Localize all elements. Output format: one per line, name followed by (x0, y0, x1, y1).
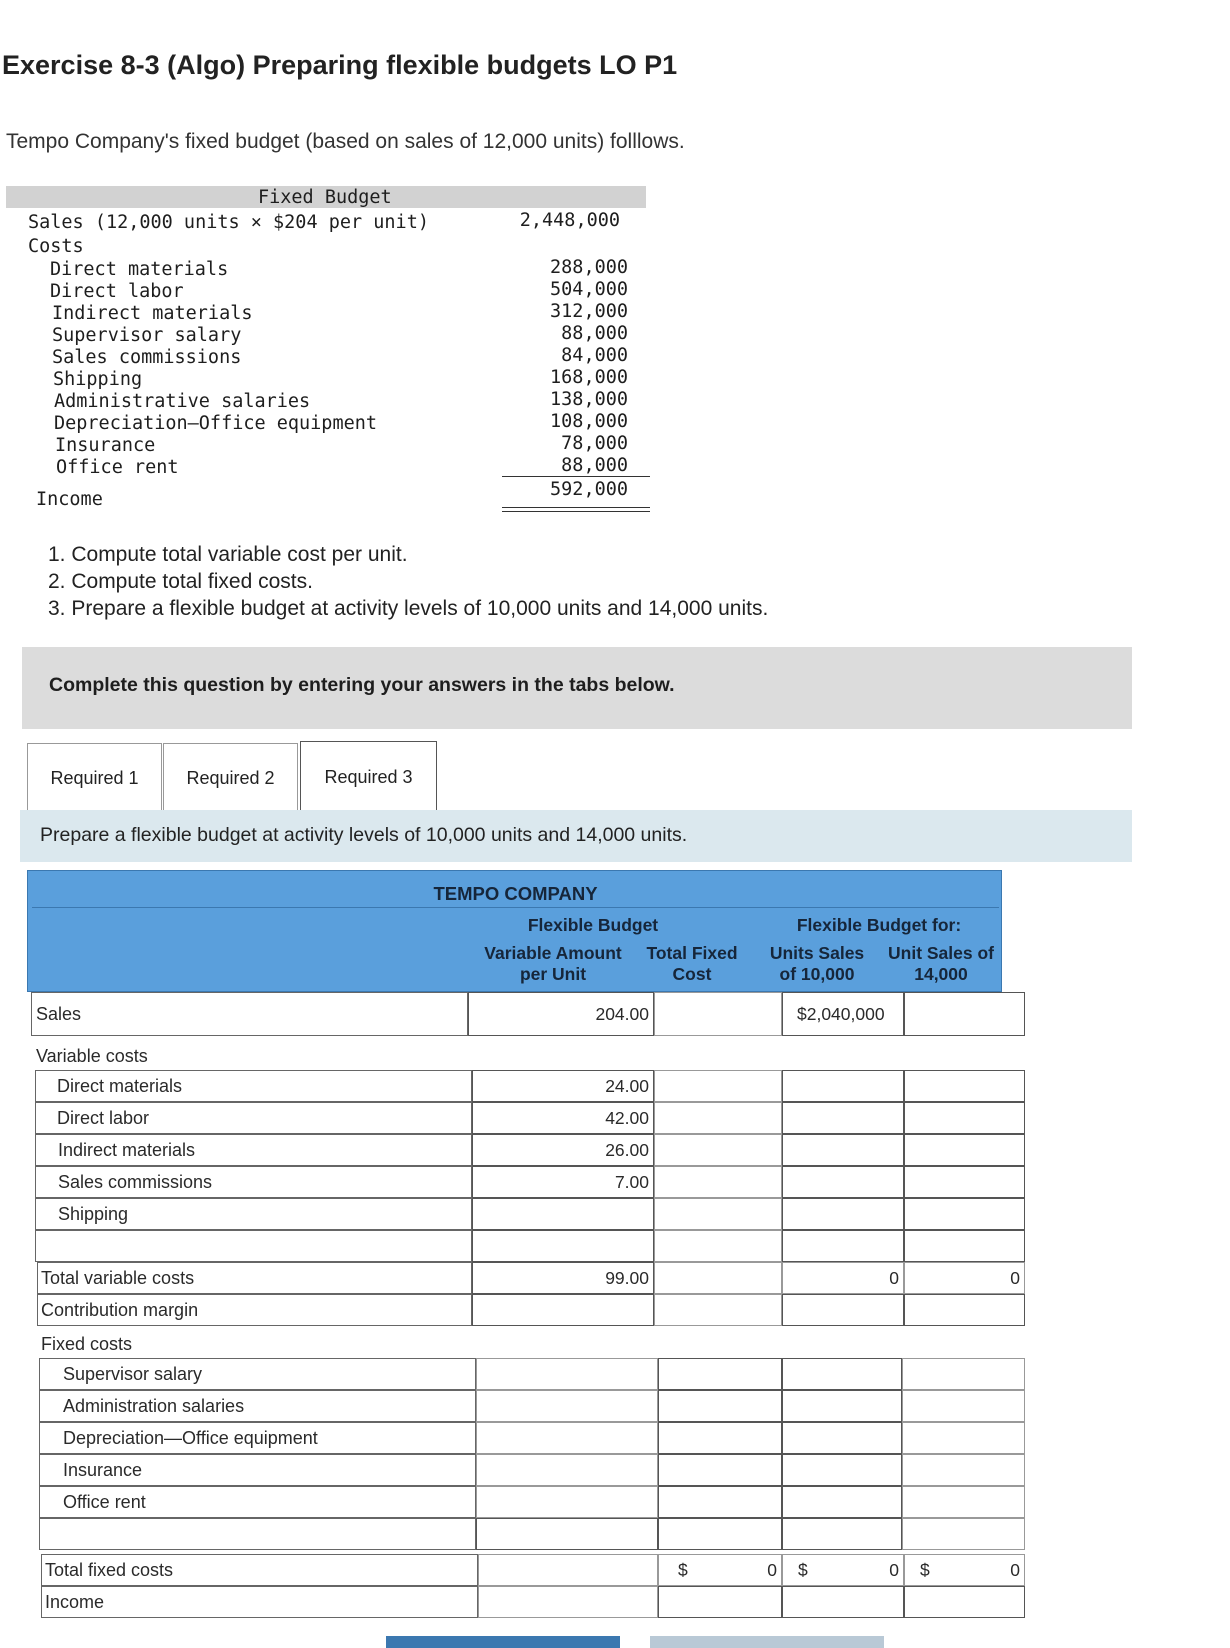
variable-costs-label: Variable costs (36, 1046, 148, 1066)
fb-item-value: 312,000 (550, 301, 628, 322)
variable-per-unit-input[interactable]: 26.00 (472, 1134, 654, 1166)
sales-label: Sales (36, 1004, 82, 1024)
fixed-row-label: Supervisor salary (63, 1364, 203, 1384)
fb-item-value: 78,000 (561, 433, 628, 454)
income-10k[interactable] (782, 1586, 904, 1618)
next-required-button[interactable] (650, 1636, 884, 1648)
variable-fixed-cell (654, 1198, 782, 1230)
fixed-10k-input[interactable] (782, 1454, 902, 1486)
fixed-cost-input[interactable] (658, 1390, 782, 1422)
col-10k-1: Units Sales (769, 943, 865, 963)
requirement-3: 3. Prepare a flexible budget at activity levels of 10,000 units and 14,000 units. (48, 597, 769, 620)
fb-item-label: Insurance (55, 435, 156, 456)
contribution-margin-label: Contribution margin (41, 1300, 199, 1320)
fb-item-label: Direct labor (50, 281, 184, 302)
variable-blank-fixed (654, 1230, 782, 1262)
total-fixed-10k: 0 (782, 1554, 904, 1586)
fixed-10k-input[interactable] (782, 1390, 902, 1422)
total-variable-14k: 0 (904, 1262, 1025, 1294)
total-variable-10k: 0 (782, 1262, 904, 1294)
variable-10k-input[interactable] (782, 1134, 904, 1166)
company-name: TEMPO COMPANY (433, 883, 598, 904)
fb-income-value: 592,000 (550, 479, 628, 500)
fb-item-label: Shipping (53, 369, 143, 390)
total-fixed-10k-currency: $ (798, 1560, 808, 1580)
fb-item-value: 88,000 (561, 323, 628, 344)
fixed-14k-cell (902, 1390, 1025, 1422)
income-label: Income (45, 1592, 105, 1612)
sales-row-box (31, 992, 468, 1036)
variable-fixed-cell (654, 1166, 782, 1198)
flexible-budget-heading: Flexible Budget (527, 915, 659, 935)
fb-item-label: Administrative salaries (54, 391, 311, 412)
fixed-14k-cell (902, 1422, 1025, 1454)
col-14k-1: Unit Sales of (888, 943, 994, 963)
fixed-14k-cell (902, 1454, 1025, 1486)
fixed-budget-heading: Fixed Budget (258, 187, 392, 208)
fixed-blank-14k (902, 1518, 1025, 1550)
income-box (41, 1586, 478, 1618)
fixed-14k-cell (902, 1358, 1025, 1390)
variable-14k-input[interactable] (904, 1102, 1025, 1134)
variable-per-unit-input[interactable] (472, 1198, 654, 1230)
variable-per-unit-input[interactable]: 7.00 (472, 1166, 654, 1198)
contribution-14k[interactable] (904, 1294, 1025, 1326)
total-variable-label: Total variable costs (41, 1268, 195, 1288)
fixed-cost-input[interactable] (658, 1486, 782, 1518)
fixed-10k-input[interactable] (782, 1486, 902, 1518)
variable-row-label: Indirect materials (58, 1140, 196, 1160)
table-header (27, 870, 1002, 992)
fixed-cost-input[interactable] (658, 1358, 782, 1390)
fixed-row-label: Office rent (63, 1492, 146, 1512)
fb-double-line-1 (502, 507, 650, 508)
requirements-list (48, 541, 768, 622)
tab-required-1[interactable]: Required 1 (27, 743, 162, 812)
fb-income-label: Income (36, 489, 103, 510)
variable-10k-input[interactable] (782, 1198, 904, 1230)
fb-item-value: 84,000 (561, 345, 628, 366)
fb-item-label: Direct materials (50, 259, 229, 280)
fb-item-value: 108,000 (550, 411, 628, 432)
header-divider (32, 907, 999, 908)
variable-row-label: Sales commissions (58, 1172, 213, 1192)
fixed-10k-input[interactable] (782, 1358, 902, 1390)
variable-14k-input[interactable] (904, 1166, 1025, 1198)
fb-item-value: 168,000 (550, 367, 628, 388)
tab-required-2[interactable]: Required 2 (163, 743, 298, 812)
fixed-10k-input[interactable] (782, 1422, 902, 1454)
income-14k[interactable] (904, 1586, 1025, 1618)
fixed-row-label: Administration salaries (63, 1396, 245, 1416)
fb-item-label: Indirect materials (52, 303, 253, 324)
total-fixed-per-unit (478, 1554, 658, 1586)
variable-blank-per-unit[interactable] (472, 1230, 654, 1262)
fixed-blank-cost[interactable] (658, 1518, 782, 1550)
fb-item-value: 88,000 (561, 455, 628, 476)
total-variable-per-unit: 99.00 (472, 1262, 654, 1294)
variable-14k-input[interactable] (904, 1198, 1025, 1230)
variable-fixed-cell (654, 1102, 782, 1134)
total-fixed-label: Total fixed costs (45, 1560, 174, 1580)
variable-10k-input[interactable] (782, 1070, 904, 1102)
col-variable-2: per Unit (519, 964, 587, 984)
fb-sum-line (502, 476, 650, 477)
fb-item-value: 288,000 (550, 257, 628, 278)
variable-per-unit-input[interactable]: 42.00 (472, 1102, 654, 1134)
flexible-budget-table (27, 870, 1020, 1630)
contribution-per-unit[interactable] (472, 1294, 654, 1326)
col-fixed-1: Total Fixed (646, 943, 738, 963)
col-variable-1: Variable Amount (484, 943, 622, 963)
sales-14k-input[interactable] (904, 992, 1025, 1036)
fb-item-value: 138,000 (550, 389, 628, 410)
fixed-costs-label: Fixed costs (41, 1334, 133, 1354)
variable-14k-input[interactable] (904, 1134, 1025, 1166)
income-per-unit (478, 1586, 658, 1618)
fb-item-label: Sales commissions (52, 347, 242, 368)
instruction-text: Prepare a flexible budget at activity levels of 10,000 units and 14,000 units. (40, 824, 688, 846)
fb-sales-value: 2,448,000 (519, 210, 620, 231)
prev-required-button[interactable] (386, 1636, 620, 1648)
total-fixed-currency: $ (678, 1560, 688, 1580)
col-10k-2: of 10,000 (779, 964, 855, 984)
page-title: Exercise 8-3 (Algo) Preparing flexible budgets LO P1 (2, 50, 678, 80)
fb-item-value: 504,000 (550, 279, 628, 300)
flex-budget-for-heading: Flexible Budget for: (796, 915, 962, 935)
fb-item-label: Office rent (56, 457, 179, 478)
fixed-blank-label[interactable] (39, 1518, 476, 1550)
sales-per-unit-input[interactable]: 204.00 (468, 992, 654, 1036)
income-fixed[interactable] (658, 1586, 782, 1618)
contribution-fixed (654, 1294, 782, 1326)
fixed-cost-input[interactable] (658, 1454, 782, 1486)
fixed-budget-heading-bar (6, 186, 646, 208)
fixed-per-unit-cell (476, 1358, 658, 1390)
requirement-2: 2. Compute total fixed costs. (48, 570, 313, 593)
col-14k-2: 14,000 (914, 964, 968, 984)
fixed-blank-per-unit[interactable] (476, 1518, 658, 1550)
instructions-banner (22, 647, 1132, 729)
sales-fixed-cell (654, 992, 782, 1036)
banner-text: Complete this question by entering your answers in the tabs below. (49, 674, 675, 696)
tab-required-3[interactable]: Required 3 (300, 741, 437, 812)
variable-fixed-cell (654, 1134, 782, 1166)
fixed-per-unit-cell (476, 1486, 658, 1518)
total-fixed-cost: 0 (658, 1554, 782, 1586)
fb-double-line-2 (502, 511, 650, 512)
variable-row-label: Shipping (58, 1204, 129, 1224)
fixed-cost-input[interactable] (658, 1422, 782, 1454)
fixed-per-unit-cell (476, 1390, 658, 1422)
intro-text: Tempo Company's fixed budget (based on sales of 12,000 units) folllows. (6, 130, 685, 153)
col-fixed-2: Cost (672, 964, 712, 984)
fixed-per-unit-cell (476, 1454, 658, 1486)
variable-row-label: Direct materials (57, 1076, 183, 1096)
variable-row-label: Direct labor (57, 1108, 150, 1128)
variable-per-unit-input[interactable]: 24.00 (472, 1070, 654, 1102)
total-fixed-14k-currency: $ (920, 1560, 930, 1580)
fb-costs-label: Costs (28, 236, 84, 257)
variable-blank-label[interactable] (35, 1230, 472, 1262)
fixed-row-label: Depreciation—Office equipment (63, 1428, 318, 1448)
variable-fixed-cell (654, 1070, 782, 1102)
sales-10k-input[interactable]: $2,040,000 (782, 992, 904, 1036)
fixed-14k-cell (902, 1486, 1025, 1518)
variable-10k-input[interactable] (782, 1102, 904, 1134)
instruction-bar (20, 810, 1132, 862)
fixed-row-label: Insurance (63, 1460, 143, 1480)
total-variable-fixed (654, 1262, 782, 1294)
fixed-per-unit-cell (476, 1422, 658, 1454)
fb-item-label: Supervisor salary (52, 325, 242, 346)
variable-blank-10k[interactable] (782, 1230, 904, 1262)
fixed-blank-10k[interactable] (782, 1518, 902, 1550)
fb-item-label: Depreciation—Office equipment (54, 413, 378, 434)
variable-blank-14k[interactable] (904, 1230, 1025, 1262)
requirement-1: 1. Compute total variable cost per unit. (48, 543, 408, 566)
contribution-10k[interactable] (782, 1294, 904, 1326)
variable-14k-input[interactable] (904, 1070, 1025, 1102)
total-fixed-14k: 0 (904, 1554, 1025, 1586)
fb-sales-label: Sales (12,000 units × $204 per unit) (28, 212, 429, 233)
variable-10k-input[interactable] (782, 1166, 904, 1198)
